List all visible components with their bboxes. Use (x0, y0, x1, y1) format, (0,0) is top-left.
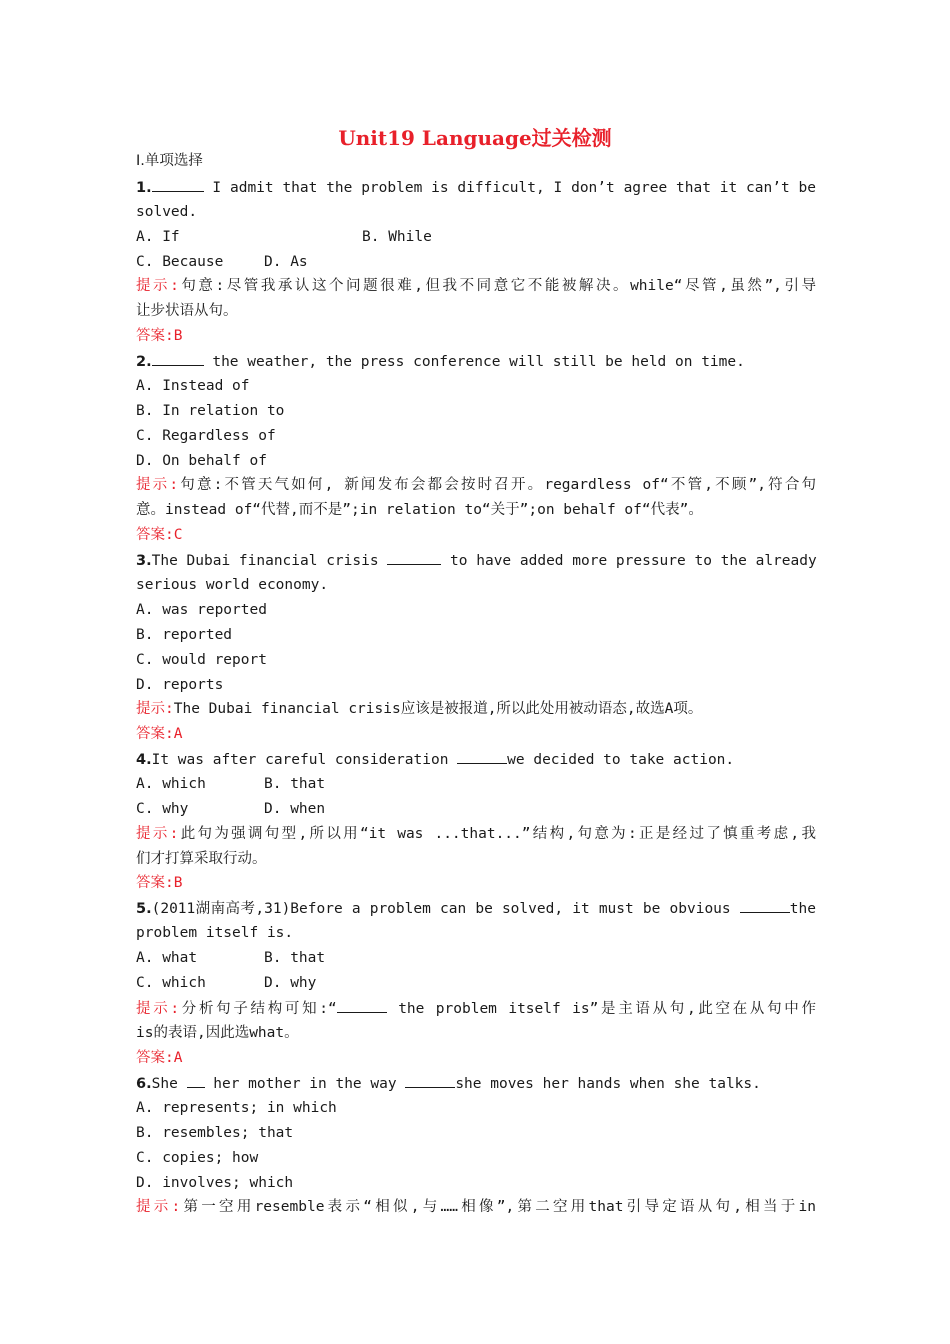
question-number: 5. (136, 901, 152, 917)
hint-text: 句意:不管天气如何, 新闻发布会都会按时召开。regardless of“不管,不顾”,符合句 (178, 477, 817, 493)
question-4-stem (136, 749, 816, 770)
option-b: B. that (264, 950, 326, 966)
question-2-hint (136, 475, 816, 495)
question-3-stem-cont: serious world economy. (136, 577, 329, 593)
question-3-hint (136, 699, 816, 719)
question-6-stem (136, 1073, 816, 1094)
page-title: Unit19 Language过关检测 (338, 126, 612, 150)
hint-label: 提示: (136, 278, 179, 294)
hint-text: 第一空用resemble表示“相似,与……相像”,第二空用that引导定语从句,相当于in (180, 1199, 816, 1215)
question-number: 2. (136, 354, 152, 370)
question-text: The Dubai financial crisis (151, 553, 388, 569)
question-2-answer: 答案:C (136, 527, 183, 543)
answer-blank (187, 1073, 205, 1088)
question-2-option-b: B. In relation to (136, 403, 285, 419)
answer-blank (387, 550, 441, 565)
question-2-option-a: A. Instead of (136, 378, 250, 394)
answer-blank (337, 998, 387, 1013)
question-number: 6. (136, 1076, 152, 1092)
option-b: B. While (362, 229, 432, 245)
question-1-stem-cont: solved. (136, 204, 198, 220)
question-6-option-b: B. resembles; that (136, 1125, 294, 1141)
answer-blank (457, 749, 507, 764)
question-3-option-d: D. reports (136, 677, 224, 693)
question-text: to have added more pressure to the already (441, 553, 817, 569)
hint-label: 提示: (136, 477, 179, 493)
question-1-hint (136, 276, 816, 296)
question-text: her mother in the way (204, 1076, 406, 1092)
question-1-options-cd (136, 252, 816, 272)
question-text: we decided to take action. (507, 752, 735, 768)
question-6-option-a: A. represents; in which (136, 1100, 337, 1116)
question-3-option-c: C. would report (136, 652, 267, 668)
hint-text: 句意:尽管我承认这个问题很难,但我不同意它不能被解决。while“尽管,虽然”,引导 (178, 278, 816, 294)
question-text: I admit that the problem is difficult, I don’t agree that it can’t be (203, 180, 816, 196)
question-number: 1. (136, 180, 152, 196)
option-c: C. why (136, 801, 189, 817)
option-c: C. Because (136, 254, 224, 270)
answer-blank (405, 1073, 455, 1088)
question-text: she moves her hands when she talks. (455, 1076, 761, 1092)
question-5-options-ab (136, 948, 816, 968)
question-4-options-cd (136, 799, 816, 819)
question-text: She (151, 1076, 187, 1092)
answer-blank (740, 898, 790, 913)
question-5-stem (136, 898, 816, 919)
question-text: the weather, the press conference will still be held on time. (203, 354, 745, 370)
question-1-hint-cont: 让步状语从句。 (136, 303, 238, 319)
question-number: 3. (136, 553, 152, 569)
question-5-hint (136, 998, 816, 1019)
section-heading: Ⅰ.单项选择 (136, 153, 203, 169)
question-4-hint (136, 824, 816, 844)
option-d: D. when (264, 801, 326, 817)
question-3-answer: 答案:A (136, 726, 183, 742)
hint-text: The Dubai financial crisis应该是被报道,所以此处用被动语态,故选A项。 (173, 701, 703, 717)
question-3-option-a: A. was reported (136, 602, 267, 618)
question-1-answer: 答案:B (136, 328, 183, 344)
question-3-stem (136, 550, 816, 571)
question-6-option-c: C. copies; how (136, 1150, 259, 1166)
question-1-stem (136, 177, 816, 198)
question-5-stem-cont: problem itself is. (136, 925, 294, 941)
hint-text: 此句为强调句型,所以用“it was ...that...”结构,句意为:正是经过了慎重考虑,我 (178, 826, 816, 842)
question-1-options-ab (136, 227, 816, 247)
option-a: A. what (136, 950, 198, 966)
question-5-hint-cont: is的表语,因此选what。 (136, 1025, 299, 1041)
hint-label: 提示: (136, 1199, 181, 1215)
question-text: It was after careful consideration (151, 752, 458, 768)
question-number: 4. (136, 752, 152, 768)
question-4-hint-cont: 们才打算采取行动。 (136, 851, 267, 867)
question-text: the (789, 901, 816, 917)
option-d: D. why (264, 975, 317, 991)
hint-text: 分析句子结构可知:“ (179, 1001, 337, 1017)
answer-blank (152, 177, 204, 192)
question-4-options-ab (136, 774, 816, 794)
question-2-stem (136, 351, 816, 372)
question-4-answer: 答案:B (136, 875, 183, 891)
hint-label: 提示: (136, 1001, 180, 1017)
hint-label: 提示: (136, 826, 179, 842)
option-a: A. If (136, 229, 180, 245)
option-b: B. that (264, 776, 326, 792)
option-c: C. which (136, 975, 206, 991)
question-6-hint (136, 1197, 816, 1217)
question-5-answer: 答案:A (136, 1050, 183, 1066)
hint-label: 提示: (136, 701, 174, 717)
question-2-hint-cont: 意。instead of“代替,而不是”;in relation to“关于”;on behalf of“代表”。 (136, 502, 703, 518)
question-5-options-cd (136, 973, 816, 993)
option-d: D. As (264, 254, 308, 270)
question-text: (2011湖南高考,31)Before a problem can be solved, it must be obvious (151, 901, 740, 917)
hint-text: the problem itself is”是主语从句,此空在从句中作 (386, 1001, 817, 1017)
option-a: A. which (136, 776, 206, 792)
question-6-option-d: D. involves; which (136, 1175, 294, 1191)
answer-blank (152, 351, 204, 366)
question-2-option-d: D. On behalf of (136, 453, 267, 469)
question-2-option-c: C. Regardless of (136, 428, 276, 444)
question-3-option-b: B. reported (136, 627, 233, 643)
